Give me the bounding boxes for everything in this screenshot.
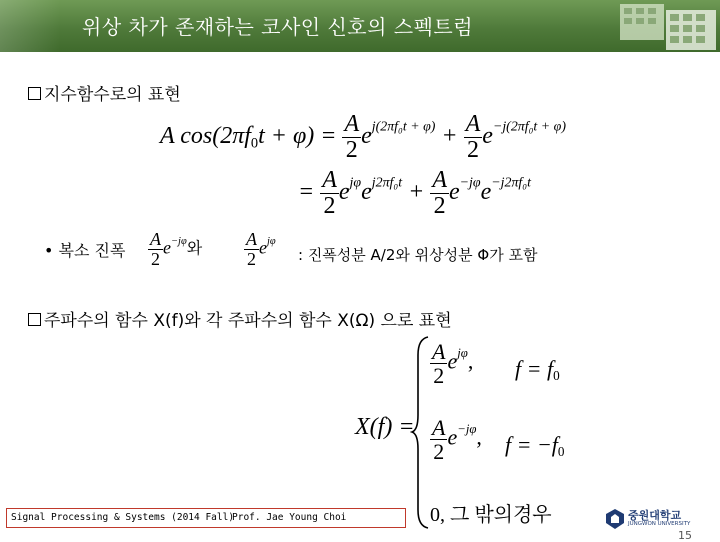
section-heading-frequency-function: 주파수의 함수 X(f)와 각 주파수의 함수 X(Ω) 으로 표현 [28,306,452,331]
logo-name-en: JUNGWON UNIVERSITY [628,521,691,527]
complex-amplitude-line: • 복소 진폭 [44,241,126,260]
logo-name-ko: 중원대학교 [628,509,682,522]
footer-course: Signal Processing & Systems (2014 Fall) [11,512,235,523]
title-bar [0,0,720,52]
footer-author: Prof. Jae Young Choi [232,512,347,523]
footer-course-info [6,508,406,528]
page-number: 15 [678,529,692,542]
slide-title: 위상 차가 존재하는 코사인 신호의 스펙트럼 [82,15,474,39]
complex-amplitude-description: : 진폭성분 A/2와 위상성분 Φ가 포함 [298,246,538,264]
piecewise-case-3: 0, 그 밖의경우 [430,504,552,526]
university-logo [605,505,715,533]
checkbox-bullet-icon [28,313,41,326]
piecewise-cond-1: f = f0 [515,356,560,383]
equation-factored: = $\frac{A}{2}$ $e^{j\varphi}e^{j2\pi f_0t}$ + $\frac{A}{2}$ $e^{-j\varphi}e^{-j2\pi f_0t}$ [298,167,531,220]
piecewise-lhs: X(f) = [355,414,415,440]
complex-amplitude-expr-neg: $\frac{A}{2}$ $e^{-j\varphi}$와 [150,229,203,269]
piecewise-cond-2: f = −f0 [505,432,565,459]
section-heading-exponential: 지수함수로의 표현 [28,80,181,105]
piecewise-case-2: $\frac{A}{2}$ $e^{-j\varphi}$, [432,415,482,465]
equation-cos-expansion: A cos(2πf0t + φ) = $\frac{A}{2}$ $e^{j(2\pi f_0t + \varphi)}$ + $\frac{A}{2}$ $e^{-j(2\pi f_0t + \varphi)}$ [160,111,566,164]
piecewise-case-1: $\frac{A}{2}$ $e^{j\varphi}$, [432,339,474,389]
title-decoration [0,0,60,52]
checkbox-bullet-icon [28,87,41,100]
complex-amplitude-expr-pos: $\frac{A}{2}$ $e^{j\varphi}$ [246,229,276,269]
brace-icon [410,335,432,530]
building-illustration-icon [600,0,720,52]
university-emblem-icon [605,508,625,530]
